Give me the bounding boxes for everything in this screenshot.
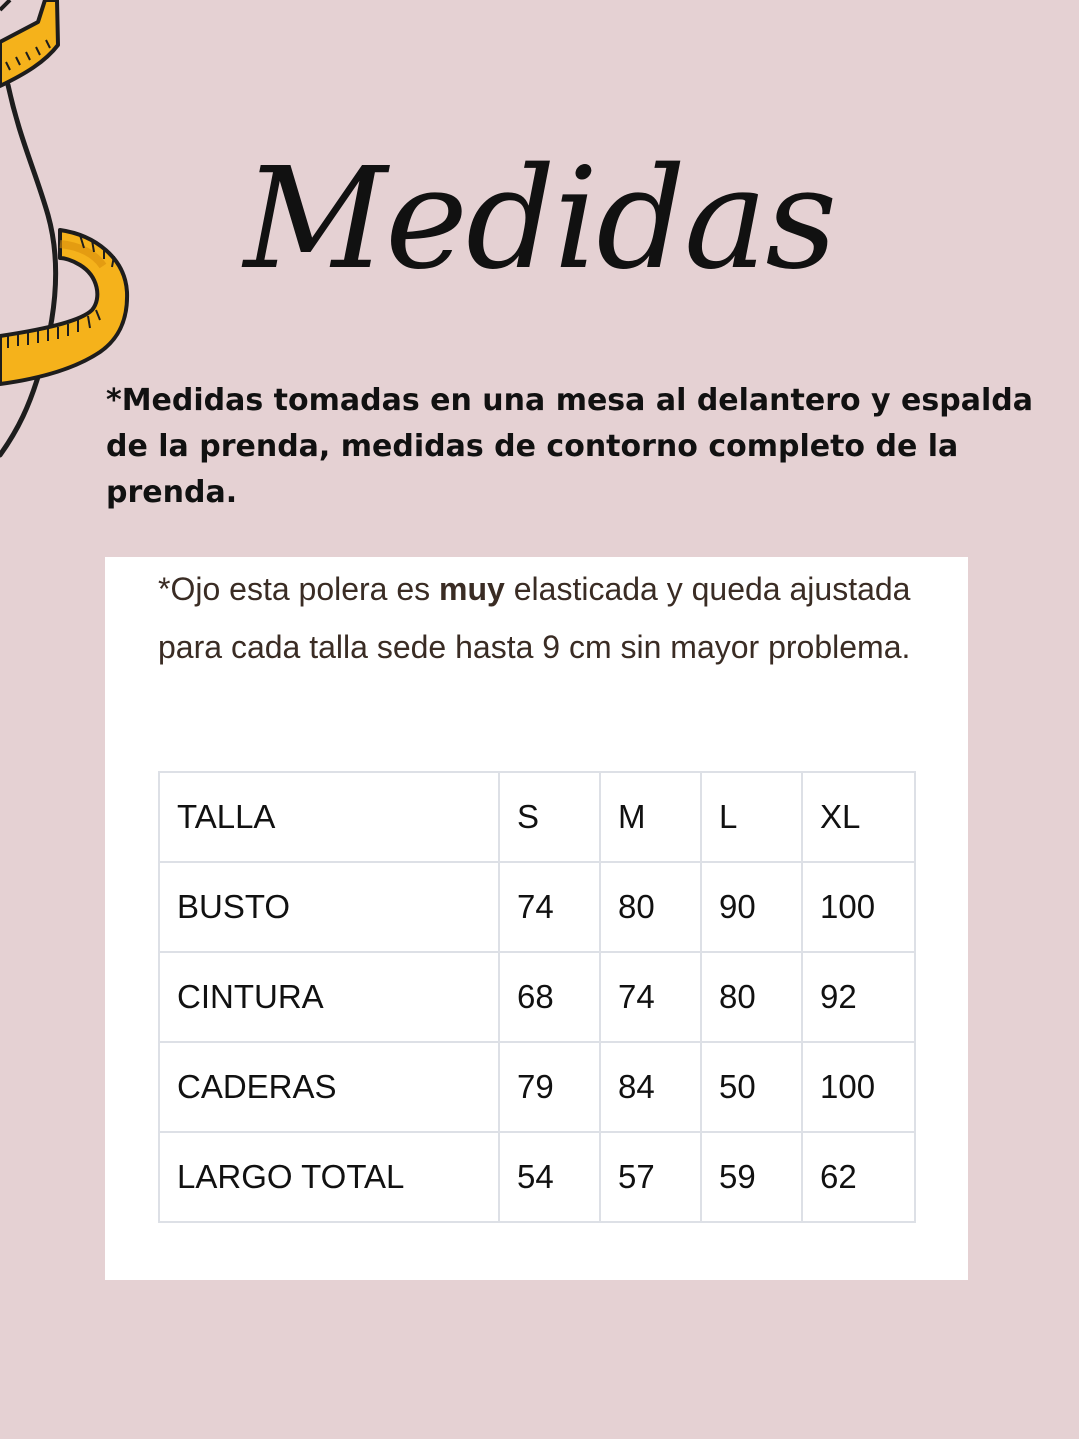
table-cell: 90 [701, 862, 802, 952]
table-cell: 68 [499, 952, 600, 1042]
table-cell: 74 [499, 862, 600, 952]
header-cell-xl: XL [802, 772, 915, 862]
row-label: BUSTO [159, 862, 499, 952]
table-row [159, 1132, 915, 1222]
table-cell: 74 [600, 952, 701, 1042]
warning-text-after: elasticada y queda ajustada para cada talla sede hasta 9 cm sin mayor problema. [158, 571, 911, 665]
table-cell: 79 [499, 1042, 600, 1132]
table-cell: 84 [600, 1042, 701, 1132]
table-row [159, 952, 915, 1042]
header-cell-l: L [701, 772, 802, 862]
elasticity-warning [158, 561, 918, 676]
size-table [158, 771, 916, 1223]
measurement-note: *Medidas tomadas en una mesa al delantero y espalda de la prenda, medidas de contorno completo de la prenda. [106, 383, 1033, 510]
header-cell-talla: TALLA [159, 772, 499, 862]
warning-emphasis: muy [439, 571, 505, 607]
table-header-row [159, 772, 915, 862]
header-cell-s: S [499, 772, 600, 862]
table-cell: 100 [802, 862, 915, 952]
row-label: CINTURA [159, 952, 499, 1042]
table-row [159, 1042, 915, 1132]
table-row [159, 862, 915, 952]
table-cell: 80 [600, 862, 701, 952]
table-cell: 92 [802, 952, 915, 1042]
table-cell: 59 [701, 1132, 802, 1222]
row-label: LARGO TOTAL [159, 1132, 499, 1222]
page-title: Medidas [243, 138, 836, 301]
table-cell: 54 [499, 1132, 600, 1222]
table-cell: 80 [701, 952, 802, 1042]
table-cell: 57 [600, 1132, 701, 1222]
table-cell: 62 [802, 1132, 915, 1222]
table-cell: 100 [802, 1042, 915, 1132]
table-cell: 50 [701, 1042, 802, 1132]
warning-text-before: *Ojo esta polera es [158, 571, 440, 607]
header-cell-m: M [600, 772, 701, 862]
row-label: CADERAS [159, 1042, 499, 1132]
size-card [105, 557, 968, 1280]
